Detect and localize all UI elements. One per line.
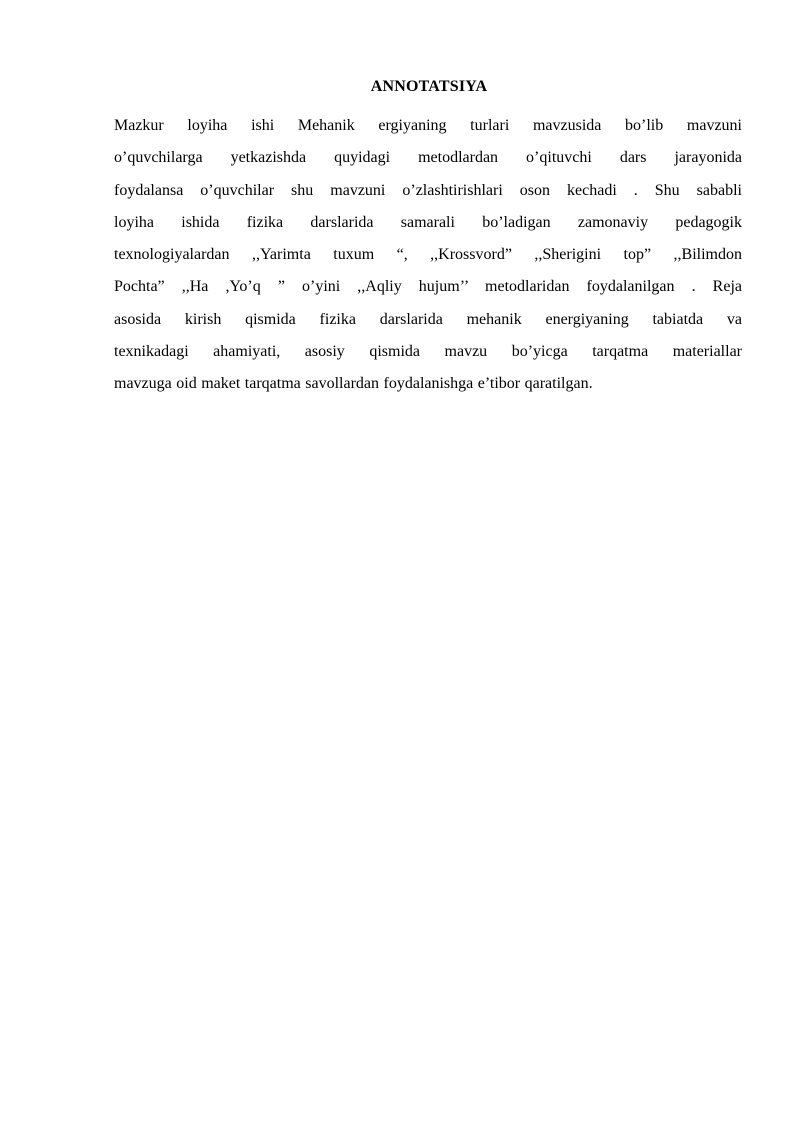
paragraph-line: Mazkur loyiha ishi Mehanik ergiyaning turlari mavzusida bo’lib mavzuni <box>114 117 742 134</box>
paragraph-line: texnikadagi ahamiyati, asosiy qismida mavzu bo’yicga tarqatma materiallar <box>114 343 742 361</box>
paragraph-line: texnologiyalardan ,,Yarimta tuxum “, ,,Krossvord” ,,Sherigini top” ,,Bilimdon <box>114 246 742 264</box>
annotation-paragraph <box>114 110 742 401</box>
paragraph-line: asosida kirish qismida fizika darslarida mehanik energiyaning tabiatda va <box>114 310 742 328</box>
paragraph-line: o’quvchilarga yetkazishda quyidagi metodlardan o’qituvchi dars jarayonida <box>114 149 742 167</box>
page-title: ANNOTATSIYA <box>370 78 488 95</box>
paragraph-line: loyiha ishida fizika darslarida samarali bo’ladigan zamonaviy pedagogik <box>114 213 742 231</box>
paragraph-line: mavzuga oid maket tarqatma savollardan foydalanishga e’tibor qaratilgan. <box>114 375 593 393</box>
paragraph-line: Pochta” ,,Ha ,Yo’q ” o’yini ,,Aqliy hujum’’ metodlaridan foydalanilgan . Reja <box>114 278 742 296</box>
paragraph-line: foydalansa o’quvchilar shu mavzuni o’zlashtirishlari oson kechadi . Shu sababli <box>114 181 742 199</box>
